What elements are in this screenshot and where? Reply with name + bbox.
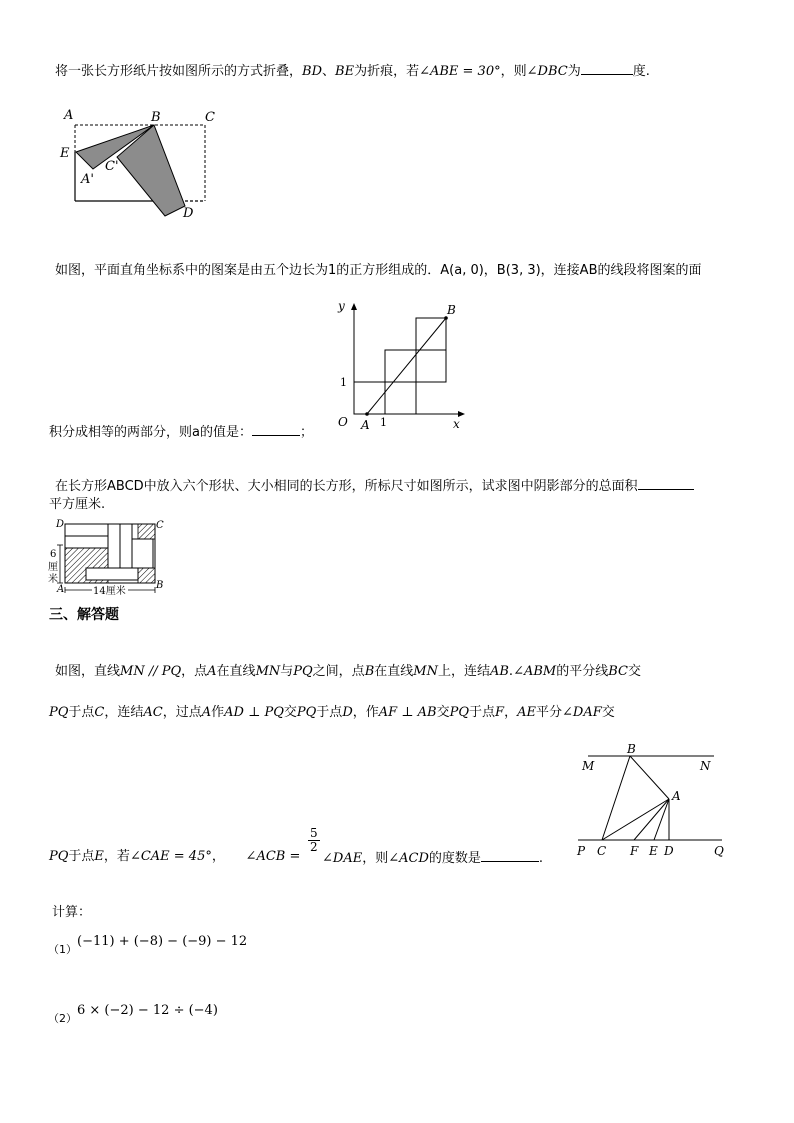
q4-math: C xyxy=(94,705,105,720)
q4-text-line3 xyxy=(49,848,300,866)
q1-text-part: 为折痕，若 xyxy=(354,64,420,79)
q4-text-part: 在直线 xyxy=(216,664,256,679)
q4-math: A xyxy=(201,705,212,720)
q4-text-part: 的平分线 xyxy=(556,664,609,679)
q4-text-part: 之间，点 xyxy=(312,664,365,679)
q4-text-part: . xyxy=(508,664,514,679)
q4-math: F xyxy=(495,705,505,720)
q4-text-part: ， xyxy=(504,705,518,720)
q1-condition: ∠ABE = 30° xyxy=(419,64,501,79)
q1-figure xyxy=(55,105,225,220)
q5-item1-number: （1） xyxy=(48,943,77,956)
q2-label-b: B xyxy=(447,303,456,317)
q4-text-line2 xyxy=(49,704,615,722)
q4-text-part: . xyxy=(538,851,544,866)
q4-text-part: ，若 xyxy=(103,849,130,864)
q4-math: ∠DAF xyxy=(562,705,602,720)
q5-item2-expression: 6 × (−2) − 12 ÷ (−4) xyxy=(77,1003,218,1018)
q1-label-c-prime: C' xyxy=(105,159,119,174)
q2-tick-x-1: 1 xyxy=(380,416,387,429)
q2-label-y: y xyxy=(338,299,345,313)
q1-label-b: B xyxy=(151,110,161,125)
q4-text-part: 的度数是 xyxy=(428,851,481,866)
q4-math: AF ⊥ AB xyxy=(378,705,437,720)
q5-item1-expression: (−11) + (−8) − (−9) − 12 xyxy=(77,934,248,949)
q4-label-d: D xyxy=(664,844,674,858)
q4-math: ∠ABM xyxy=(513,664,557,679)
q4-math: AE xyxy=(517,705,536,720)
q2-text-line1: 如图，平面直角坐标系中的图案是由五个边长为1的正方形组成的．A(a, 0)，B(3, 3)，连接AB的线段将图案的面 xyxy=(55,263,702,278)
q4-text-part: 作 xyxy=(211,705,225,720)
q1-label-a-prime: A' xyxy=(81,172,94,187)
q1-label-d: D xyxy=(183,206,194,221)
q4-figure xyxy=(574,742,734,862)
q4-label-a: A xyxy=(672,789,681,803)
q3-label-c: C xyxy=(156,520,164,531)
q4-math: ∠DAE xyxy=(322,851,363,866)
q4-math: MN xyxy=(255,664,281,679)
q4-text-line3b xyxy=(322,848,543,868)
q4-label-b: B xyxy=(627,742,636,756)
q4-text-part: 平分 xyxy=(535,705,562,720)
q3-dim-unit-mi: 米 xyxy=(48,574,58,585)
q4-math: AB xyxy=(489,664,509,679)
q3-label-a: A xyxy=(57,584,65,595)
q3-label-d: D xyxy=(56,519,65,530)
q3-rectangle-figure xyxy=(48,516,178,596)
q3-dim-unit-li: 厘 xyxy=(48,562,58,573)
q1-bd: BD xyxy=(302,64,322,79)
q4-text-part: ，点 xyxy=(181,664,208,679)
q4-text-part: 于点 xyxy=(469,705,496,720)
q4-label-n: N xyxy=(700,759,711,773)
q1-label-e: E xyxy=(60,146,70,161)
q4-math: ∠ACB = xyxy=(245,849,301,864)
q4-answer-blank[interactable] xyxy=(481,848,539,862)
q3-answer-blank[interactable] xyxy=(638,476,694,490)
q4-math: A xyxy=(207,664,217,679)
q4-text-part: 交 xyxy=(627,664,641,679)
q4-math: AD ⊥ PQ xyxy=(224,705,284,720)
q4-text-part: ，作 xyxy=(352,705,379,720)
q4-math: PQ xyxy=(449,705,470,720)
q1-text-part: 、 xyxy=(322,64,336,79)
q4-text-part: 上，连结 xyxy=(437,664,490,679)
q5-item1 xyxy=(48,934,248,959)
q4-math: D xyxy=(342,705,353,720)
q4-fraction-numerator: 5 xyxy=(310,826,318,840)
q3-text-part: 在长方形ABCD中放入六个形状、大小相同的长方形，所标尺寸如图所示，试求图中阴影部分的总面积 xyxy=(55,479,638,494)
q4-math: PQ xyxy=(49,705,69,720)
q4-math: B xyxy=(364,664,375,679)
q4-text-part: ，过点 xyxy=(162,705,202,720)
q1-text-part: 度. xyxy=(632,64,650,79)
q2-tick-y-1: 1 xyxy=(340,376,347,389)
q4-label-e: E xyxy=(649,844,658,858)
q2-text-part: ； xyxy=(299,425,313,440)
q1-text-part: 为 xyxy=(567,64,581,79)
q4-text-part: 于点 xyxy=(316,705,343,720)
q4-text-part: 与 xyxy=(280,664,294,679)
q4-math: AC xyxy=(143,705,163,720)
q1-answer-blank[interactable] xyxy=(581,61,633,75)
q4-text-part: 如图，直线 xyxy=(55,664,121,679)
q1-be: BE xyxy=(335,64,355,79)
q3-label-b: B xyxy=(156,580,164,591)
section-title: 三、解答题 xyxy=(49,607,119,623)
q4-label-m: M xyxy=(582,759,595,773)
q1-text-part: ，则 xyxy=(500,64,527,79)
q3-dim-length: 14厘米 xyxy=(93,586,126,597)
q4-text-line1 xyxy=(55,663,641,681)
q4-math: PQ xyxy=(49,849,69,864)
q2-answer-blank[interactable] xyxy=(252,422,300,436)
q4-text-part: 交 xyxy=(436,705,450,720)
q4-label-f: F xyxy=(630,844,639,858)
q4-math: BC xyxy=(608,664,628,679)
q4-text-part: 交 xyxy=(283,705,297,720)
q4-text-part: ， xyxy=(211,849,225,864)
q2-coordinate-figure xyxy=(334,298,474,433)
q4-text-part: ，连结 xyxy=(104,705,144,720)
q3-text-line2: 平方厘米. xyxy=(49,497,106,512)
q4-fraction-denominator: 2 xyxy=(310,840,318,854)
q4-label-q: Q xyxy=(714,844,724,858)
q2-text-part: 积分成相等的两部分，则a的值是： xyxy=(49,425,252,440)
q5-item2-number: （2） xyxy=(48,1012,77,1025)
q4-text-part: ，则 xyxy=(362,851,389,866)
q1-text-part: 将一张长方形纸片按如图所示的方式折叠， xyxy=(55,64,303,79)
q5-title: 计算： xyxy=(52,905,92,920)
q1-asked-angle: ∠DBC xyxy=(526,64,568,79)
q3-text-line1 xyxy=(55,476,694,496)
q4-label-p: P xyxy=(577,844,586,858)
q4-text-part: 于点 xyxy=(68,849,95,864)
q4-text-part: 交 xyxy=(601,705,615,720)
q2-text-line2 xyxy=(49,422,313,442)
q4-mn-parallel-pq: MN // PQ xyxy=(120,664,182,679)
q2-label-x: x xyxy=(453,417,460,431)
q2-label-a: A xyxy=(361,418,370,432)
q4-math: E xyxy=(94,849,104,864)
q5-item2 xyxy=(48,1003,218,1028)
q1-label-c: C xyxy=(205,110,215,125)
q4-fraction xyxy=(308,827,320,854)
q1-text xyxy=(55,61,650,81)
q2-label-origin: O xyxy=(338,415,348,429)
q4-math: PQ xyxy=(296,705,317,720)
q1-label-a: A xyxy=(64,108,74,123)
q3-dim-six: 6 xyxy=(50,549,57,560)
q4-text-part: 在直线 xyxy=(374,664,414,679)
q4-math: ∠ACD xyxy=(388,851,429,866)
q4-math: PQ xyxy=(293,664,313,679)
q4-math: MN xyxy=(413,664,438,679)
q4-label-c: C xyxy=(597,844,607,858)
q4-math: ∠CAE = 45° xyxy=(129,849,212,864)
q4-text-part: 于点 xyxy=(68,705,95,720)
